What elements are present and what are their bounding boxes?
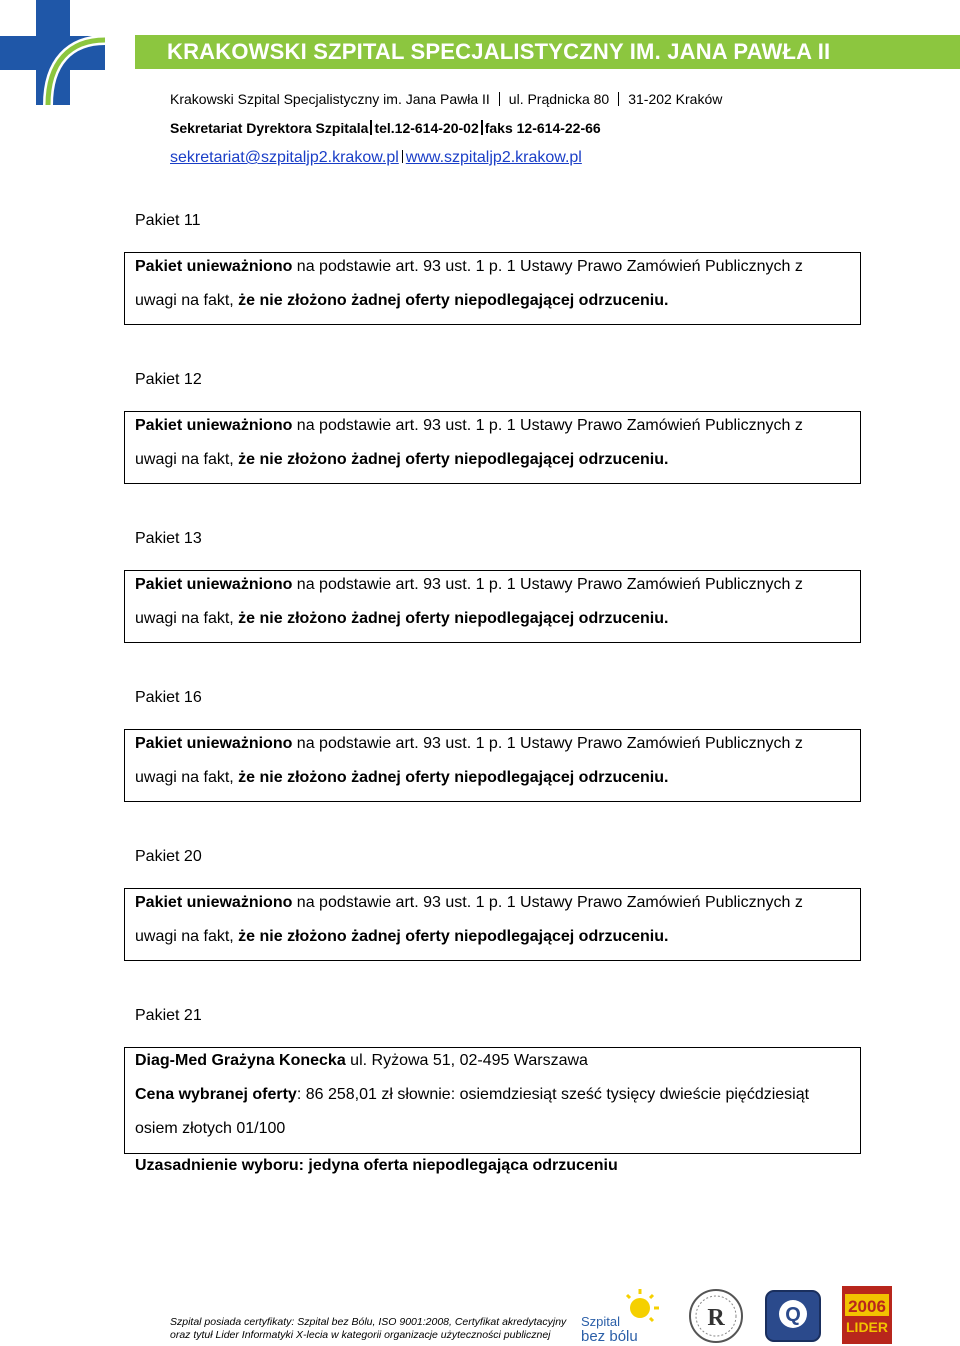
hospital-name: KRAKOWSKI SZPITAL SPECJALISTYCZNY IM. JANA PAWŁA II	[167, 39, 831, 64]
notice-bold-end: że nie złożono żadnej oferty niepodlegającej odrzuceniu.	[238, 610, 669, 627]
notice-bold-end: że nie złożono żadnej oferty niepodlegającej odrzuceniu.	[238, 769, 669, 786]
notice-bold-start: Pakiet unieważniono	[135, 735, 293, 752]
notice-bold-end: że nie złożono żadnej oferty niepodlegającej odrzuceniu.	[238, 928, 669, 945]
package-21-title: Pakiet 21	[135, 1007, 202, 1024]
hospital-name-banner	[135, 35, 960, 69]
company-address: ul. Ryżowa 51, 02-495 Warszawa	[345, 1052, 588, 1069]
notice-bold-start: Pakiet unieważniono	[135, 576, 293, 593]
notice-text: na podstawie art. 93 ust. 1 p. 1 Ustawy Prawo Zamówień Publicznych z	[292, 258, 803, 275]
links-line	[170, 149, 582, 167]
package-title: Pakiet 20	[135, 848, 202, 865]
notice-text: na podstawie art. 93 ust. 1 p. 1 Ustawy Prawo Zamówień Publicznych z	[292, 894, 803, 911]
divider	[481, 120, 483, 135]
package-21-justification: Uzasadnienie wyboru: jedyna oferta niepodlegająca odrzuceniu	[135, 1157, 618, 1174]
svg-text:R: R	[707, 1305, 725, 1331]
notice-text: na podstawie art. 93 ust. 1 p. 1 Ustawy Prawo Zamówień Publicznych z	[292, 417, 803, 434]
package-title: Pakiet 11	[135, 212, 201, 229]
company-name: Diag-Med Grażyna Konecka	[135, 1052, 346, 1069]
notice-line-2	[135, 292, 668, 310]
badge-bez-bolu-text: bez bólu	[581, 1328, 638, 1344]
package-21-company-line	[135, 1052, 588, 1070]
badge-year-text: 2006	[848, 1297, 886, 1316]
package-title: Pakiet 13	[135, 530, 202, 547]
address-name: Krakowski Szpital Specjalistyczny im. Jana Pawła II	[170, 91, 490, 107]
address-line	[170, 91, 722, 107]
website-link[interactable]: www.szpitaljp2.krakow.pl	[405, 149, 582, 166]
notice-bold-start: Pakiet unieważniono	[135, 894, 293, 911]
accreditation-certificate-badge-icon	[765, 1290, 821, 1342]
divider	[370, 120, 372, 135]
secretariat-label: Sekretariat Dyrektora Szpitala	[170, 120, 369, 136]
iso-certificate-badge-icon	[688, 1288, 744, 1344]
fax-number: faks 12-614-22-66	[484, 120, 601, 136]
contact-line	[170, 120, 601, 136]
lider-informatyki-badge-icon	[842, 1286, 892, 1344]
notice-text: na podstawie art. 93 ust. 1 p. 1 Ustawy Prawo Zamówień Publicznych z	[292, 735, 803, 752]
package-21-price-line-2: osiem złotych 01/100	[135, 1120, 286, 1137]
notice-bold-start: Pakiet unieważniono	[135, 417, 293, 434]
divider	[499, 92, 500, 106]
notice-bold-start: Pakiet unieważniono	[135, 258, 293, 275]
notice-line-2	[135, 928, 668, 946]
phone-number: tel.12-614-20-02	[374, 120, 479, 136]
price-text: : 86 258,01 zł słownie: osiemdziesiąt sześć tysięcy dwieście pięćdziesiąt	[296, 1086, 810, 1103]
notice-text-2: uwagi na fakt,	[135, 769, 239, 786]
notice-text-2: uwagi na fakt,	[135, 610, 239, 627]
notice-line-2	[135, 451, 668, 469]
email-link[interactable]: sekretariat@szpitaljp2.krakow.pl	[170, 149, 399, 166]
notice-text-2: uwagi na fakt,	[135, 928, 239, 945]
notice-text: na podstawie art. 93 ust. 1 p. 1 Ustawy Prawo Zamówień Publicznych z	[292, 576, 803, 593]
notice-line-2	[135, 610, 668, 628]
szpital-bez-bolu-badge-icon	[578, 1286, 668, 1344]
notice-line-1	[135, 735, 803, 753]
notice-bold-end: że nie złożono żadnej oferty niepodlegającej odrzuceniu.	[238, 451, 669, 468]
package-title: Pakiet 12	[135, 371, 202, 388]
divider	[618, 92, 619, 106]
price-label: Cena wybranej oferty	[135, 1086, 297, 1103]
notice-line-1	[135, 417, 803, 435]
hospital-cross-logo-icon	[0, 0, 105, 105]
notice-line-2	[135, 769, 668, 787]
svg-text:Q: Q	[785, 1304, 801, 1326]
notice-line-1	[135, 258, 803, 276]
badge-lider-text: LIDER	[846, 1319, 888, 1335]
notice-bold-end: że nie złożono żadnej oferty niepodlegającej odrzuceniu.	[238, 292, 669, 309]
certificates-line-1: Szpital posiada certyfikaty: Szpital bez Bólu, ISO 9001:2008, Certyfikat akredytacyjny	[170, 1316, 567, 1328]
certificates-line-2: oraz tytuł Lider Informatyki X-lecia w kategorii organizacje użyteczności publicznej	[170, 1329, 551, 1341]
badge-szpital-text: Szpital	[581, 1314, 621, 1329]
address-street: ul. Prądnicka 80	[508, 91, 610, 107]
certificates-note	[170, 1316, 566, 1342]
package-21-price-line	[135, 1086, 809, 1104]
notice-text-2: uwagi na fakt,	[135, 292, 239, 309]
notice-line-1	[135, 894, 803, 912]
address-city: 31-202 Kraków	[628, 91, 723, 107]
notice-line-1	[135, 576, 803, 594]
notice-text-2: uwagi na fakt,	[135, 451, 239, 468]
package-title: Pakiet 16	[135, 689, 202, 706]
divider	[402, 150, 403, 163]
